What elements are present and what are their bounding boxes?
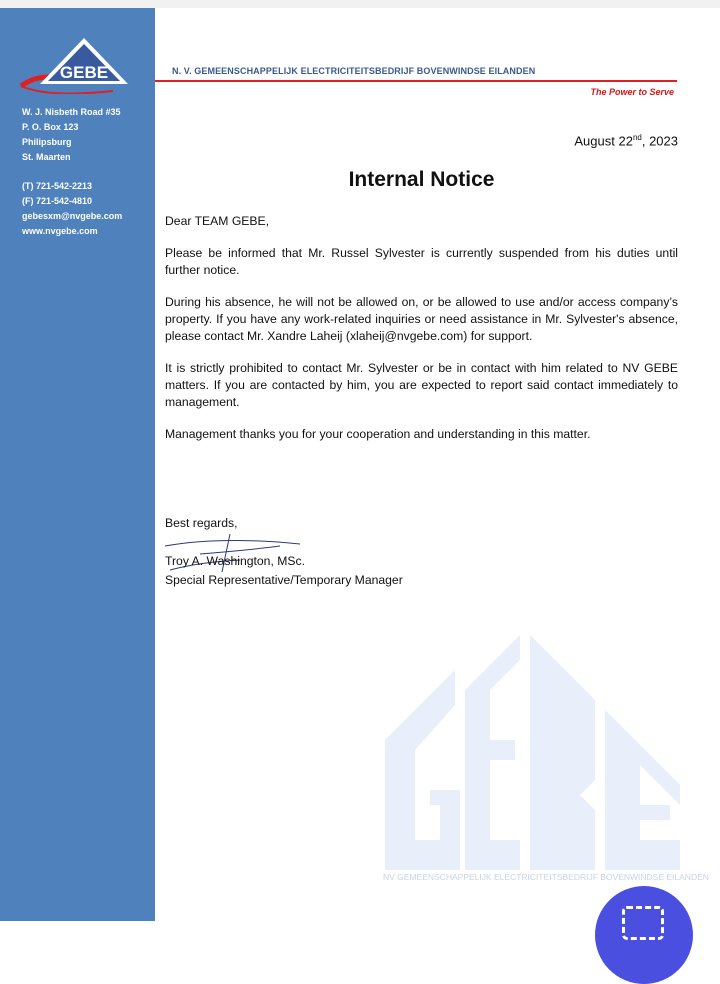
watermark-text: NV GEMEENSCHAPPELIJK ELECTRICITEITSBEDRIJF BOVENWINDSE EILANDEN: [383, 872, 709, 882]
address-block: [22, 105, 122, 239]
gebe-logo: [18, 34, 133, 94]
phone: (T) 721-542-2213: [22, 181, 93, 191]
paragraph: Management thanks you for your cooperation and understanding in this matter.: [165, 427, 591, 441]
email: gebesxm@nvgebe.com: [22, 211, 123, 221]
fax: (F) 721-542-4810: [22, 196, 93, 206]
page-title: Internal Notice: [348, 168, 495, 191]
signer-title: Special Representative/Temporary Manager: [165, 573, 403, 587]
paragraph: Please be informed that Mr. Russel Sylvester is currently suspended from his duties until further notice.: [165, 246, 678, 277]
closing: Best regards,: [165, 516, 238, 530]
website: www.nvgebe.com: [22, 226, 98, 236]
letter-date: [574, 133, 678, 148]
tagline: The Power to Serve: [590, 87, 674, 97]
gebe-watermark: [380, 630, 680, 870]
salutation: Dear TEAM GEBE,: [165, 214, 270, 228]
address-line: Philipsburg: [22, 137, 72, 147]
signer-name: Troy A. Washington, MSc.: [165, 554, 305, 568]
company-name: N. V. GEMEENSCHAPPELIJK ELECTRICITEITSBEDRIJF BOVENWINDSE EILANDEN: [172, 66, 536, 76]
svg-text:GEBE: GEBE: [59, 63, 109, 82]
address-line: St. Maarten: [22, 152, 71, 162]
screenshot-button[interactable]: [595, 886, 693, 984]
signature-block: [165, 514, 403, 590]
letter-body: [165, 213, 678, 458]
date-year: , 2023: [641, 133, 678, 149]
screenshot-select-icon: [622, 906, 664, 940]
paragraph: During his absence, he will not be allowed on, or be allowed to use and/or access company’s property. If you have any work-related inquiries or need assistance in Mr. Sylvester's absence, please contact Mr. Xandre Laheij (xlaheij@nvgebe.com) for support.: [165, 295, 678, 343]
address-line: W. J. Nisbeth Road #35: [22, 107, 121, 117]
header-rule: [155, 80, 677, 82]
date-day: August 22: [574, 133, 633, 149]
letterhead-sidebar: [0, 8, 155, 921]
viewer-top-bar: [0, 0, 720, 8]
paragraph: It is strictly prohibited to contact Mr. Sylvester or be in contact with him related to NV GEBE matters. If you are contacted by him, you are expected to report said contact immediately to management.: [165, 361, 678, 409]
address-line: P. O. Box 123: [22, 122, 79, 132]
date-suffix: nd: [632, 133, 642, 142]
